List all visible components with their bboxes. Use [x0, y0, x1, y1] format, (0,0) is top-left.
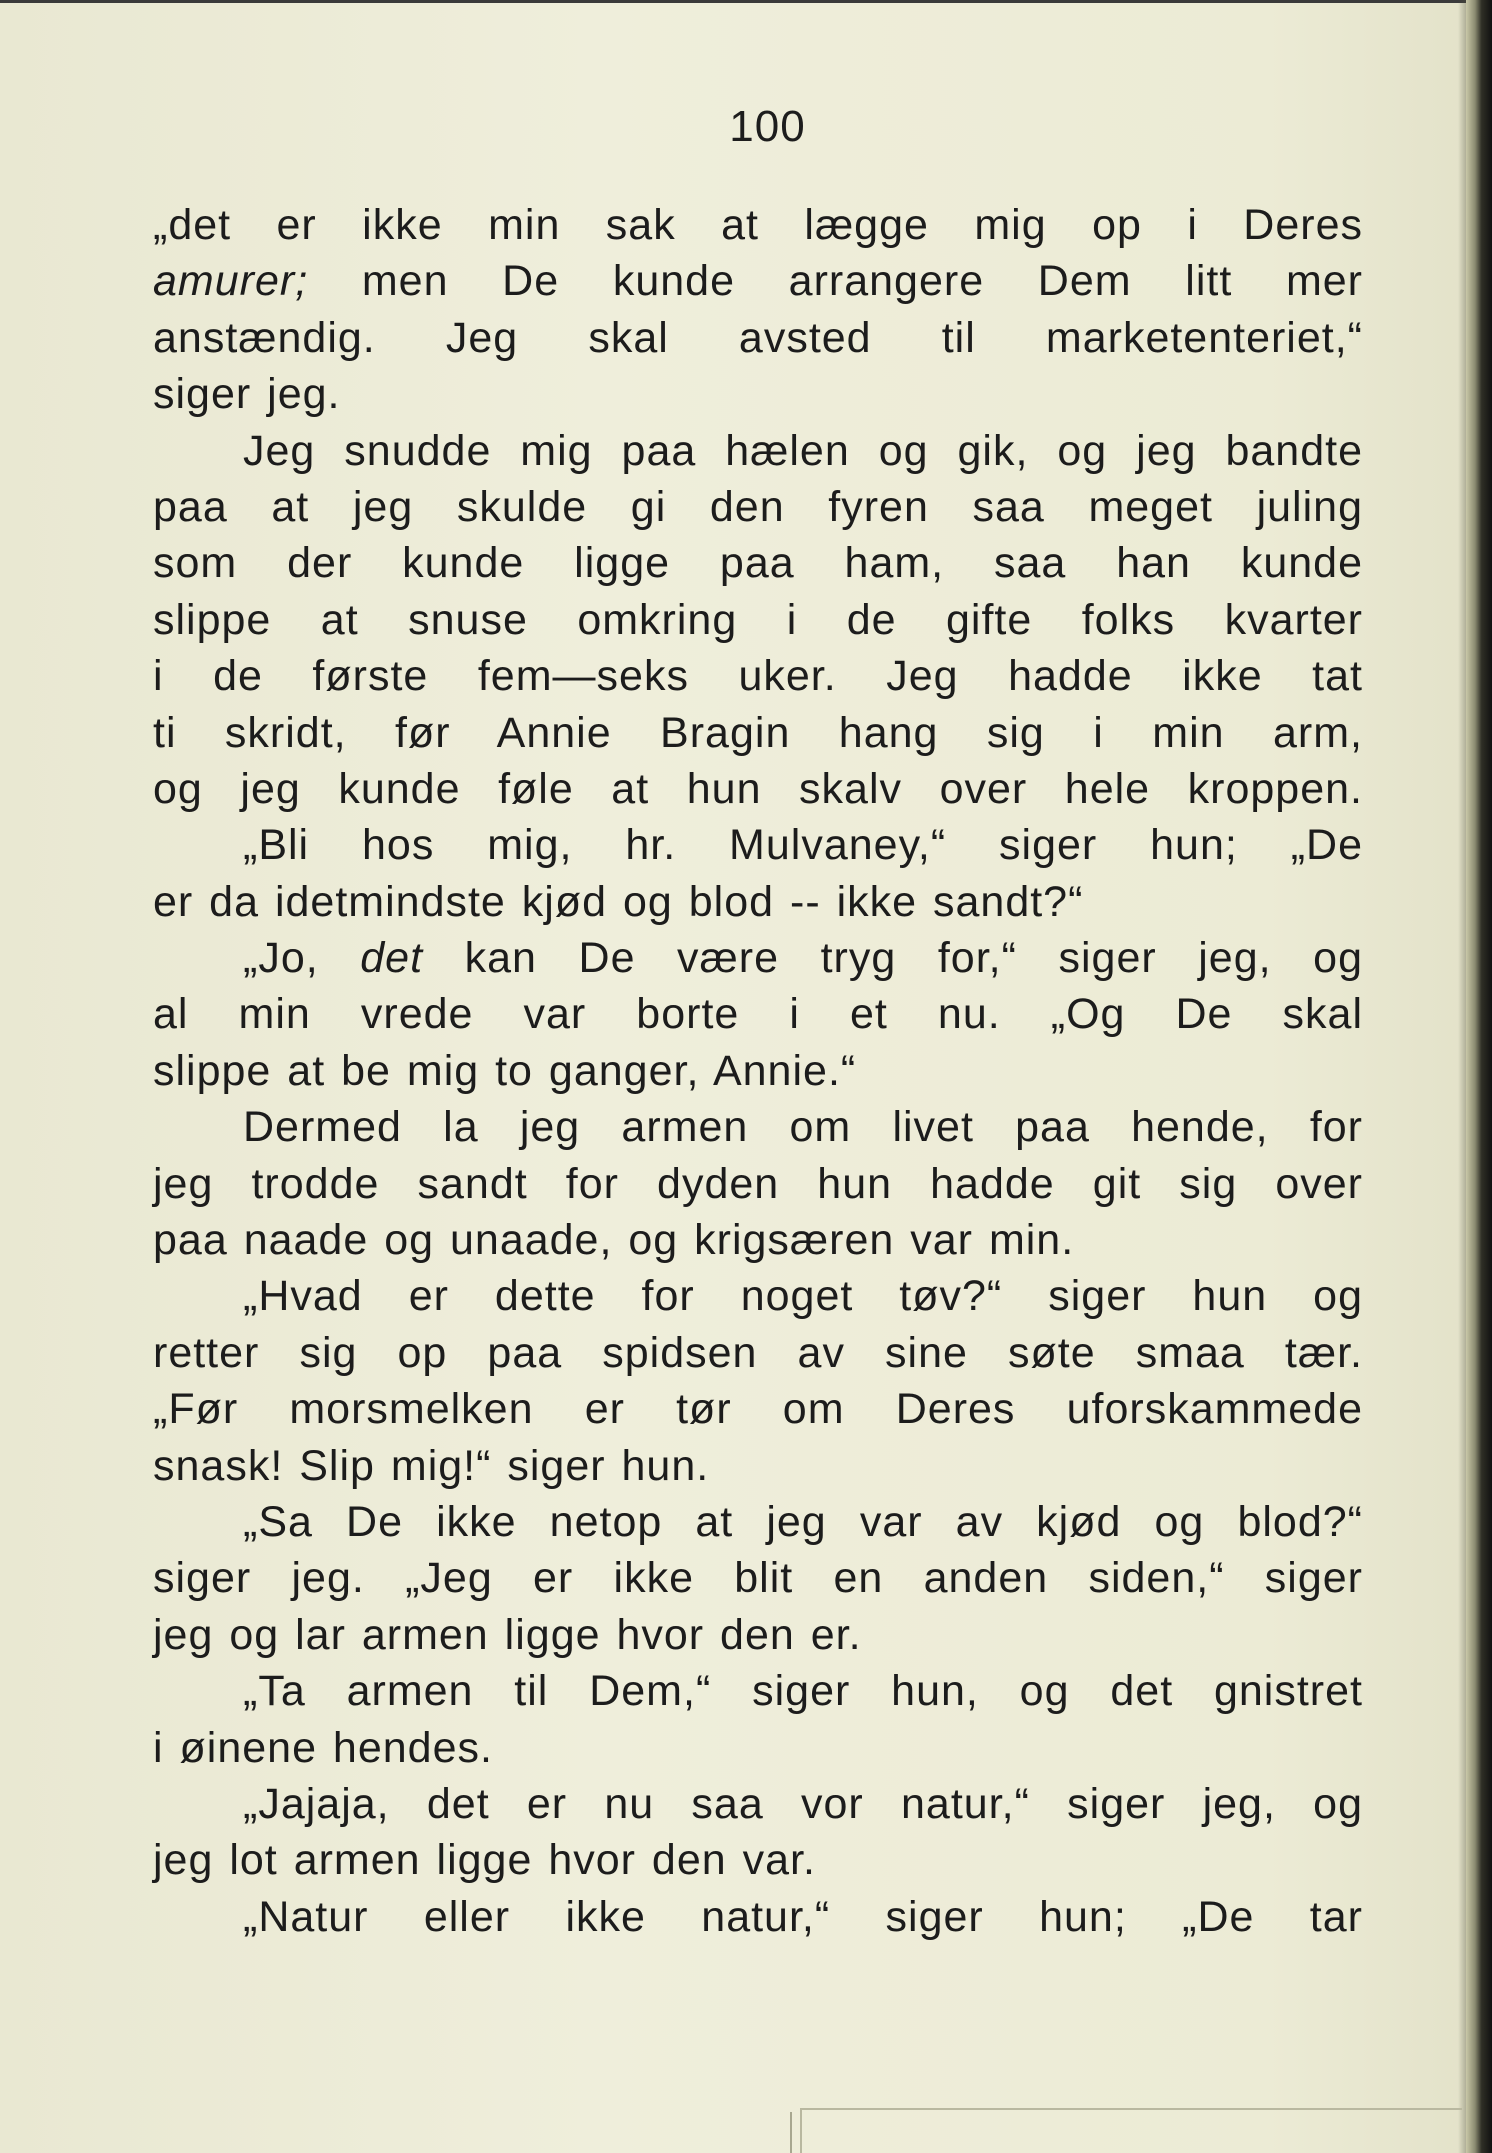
- text-line: Dermed la jeg armen om livet paa hende, for: [243, 1103, 1363, 1152]
- text-line: al min vrede var borte i et nu. „Og De skal: [153, 990, 1363, 1039]
- text-line: amurer; men De kunde arrangere Dem litt mer: [153, 257, 1363, 306]
- body-text: [153, 197, 1363, 1945]
- text-line: jeg lot armen ligge hvor den var.: [153, 1836, 816, 1885]
- top-border: [0, 0, 1492, 3]
- text-line: slippe at snuse omkring i de gifte folks kvarter: [153, 595, 1363, 644]
- text-line: Jeg snudde mig paa hælen og gik, og jeg bandte: [243, 426, 1363, 475]
- text-line: som der kunde ligge paa ham, saa han kunde: [153, 539, 1363, 588]
- text-line: snask! Slip mig!“ siger hun.: [153, 1441, 710, 1490]
- text-line: siger jeg. „Jeg er ikke blit en anden siden,“ siger: [153, 1554, 1363, 1603]
- text-line: og jeg kunde føle at hun skalv over hele kroppen.: [153, 764, 1363, 813]
- text-line: „Natur eller ikke natur,“ siger hun; „De tar: [243, 1892, 1363, 1941]
- text-line: paa naade og unaade, og krigsæren var min.: [153, 1216, 1075, 1265]
- text-line: jeg og lar armen ligge hvor den er.: [153, 1610, 862, 1659]
- text-line: retter sig op paa spidsen av sine søte smaa tær.: [153, 1328, 1363, 1377]
- text-line: paa at jeg skulde gi den fyren saa meget juling: [153, 482, 1363, 531]
- text-line: ti skridt, før Annie Bragin hang sig i min arm,: [153, 708, 1363, 757]
- library-stamp-edge: [790, 2112, 792, 2153]
- library-stamp-outline: [800, 2108, 1462, 2153]
- text-line: „Jajaja, det er nu saa vor natur,“ siger jeg, og: [243, 1779, 1363, 1828]
- text-line: siger jeg.: [153, 370, 341, 419]
- text-line: slippe at be mig to ganger, Annie.“: [153, 1046, 857, 1095]
- text-line: „Bli hos mig, hr. Mulvaney,“ siger hun; „De: [243, 821, 1363, 870]
- text-line: i de første fem—seks uker. Jeg hadde ikke tat: [153, 652, 1363, 701]
- page-number: 100: [729, 102, 806, 151]
- text-line: jeg trodde sandt for dyden hun hadde git sig over: [153, 1159, 1363, 1208]
- text-line: i øinene hendes.: [153, 1723, 493, 1772]
- text-line: „Jo, det kan De være tryg for,“ siger jeg, og: [243, 934, 1363, 983]
- text-line: „Hvad er dette for noget tøv?“ siger hun og: [243, 1272, 1363, 1321]
- book-spine: [1466, 0, 1492, 2153]
- page-edge-shadow: [1458, 0, 1466, 2153]
- text-line: „Ta armen til Dem,“ siger hun, og det gnistret: [243, 1667, 1363, 1716]
- text-line: er da idetmindste kjød og blod -- ikke sandt?“: [153, 877, 1084, 926]
- text-line: „Sa De ikke netop at jeg var av kjød og blod?“: [243, 1497, 1363, 1546]
- text-line: „det er ikke min sak at lægge mig op i Deres: [153, 201, 1363, 249]
- text-line: anstændig. Jeg skal avsted til marketenteriet,“: [153, 313, 1363, 362]
- text-line: „Før morsmelken er tør om Deres uforskammede: [153, 1385, 1363, 1434]
